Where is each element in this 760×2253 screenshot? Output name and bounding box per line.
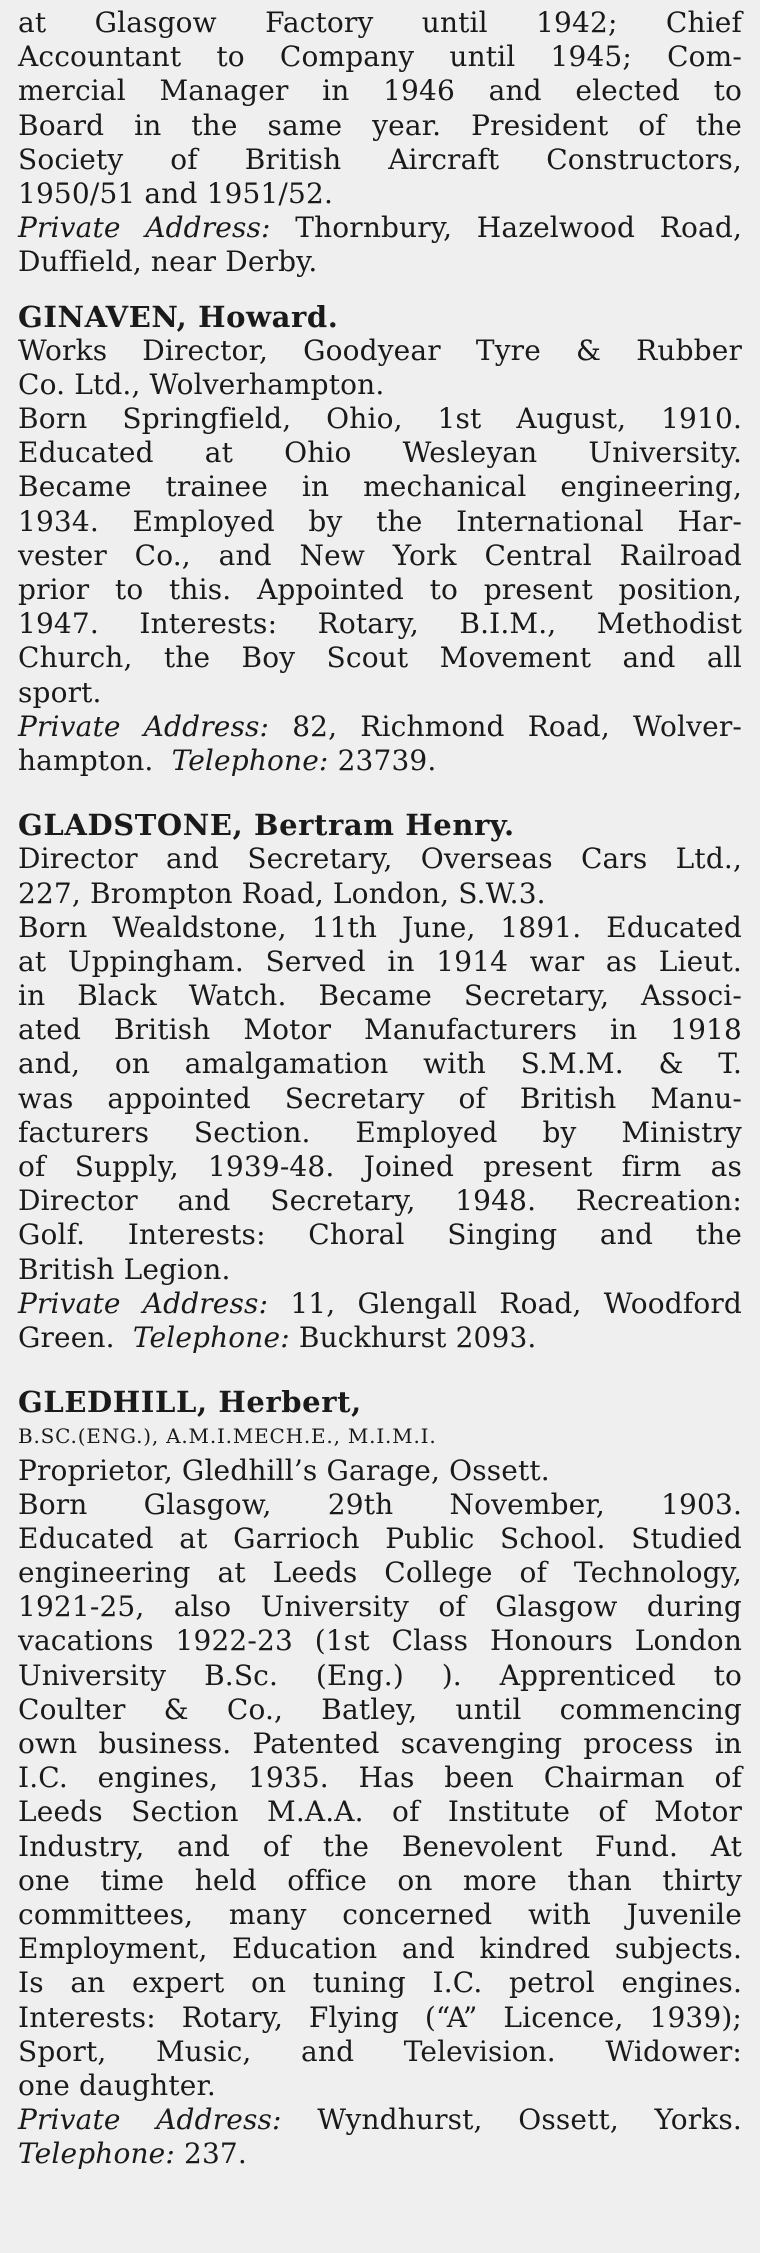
text-line: Coulter & Co., Batley, until commencing — [18, 1692, 742, 1726]
text-line: sport. — [18, 675, 102, 709]
text-line: in Black Watch. Became Secretary, Associ- — [18, 979, 742, 1013]
address-label: Private Address: — [18, 709, 270, 743]
text-line: committees, many concerned with Juvenile — [18, 1897, 742, 1931]
text-line: engineering at Leeds College of Technology, — [18, 1556, 742, 1590]
biography-entry — [18, 808, 742, 1355]
continued-entry-body — [18, 6, 742, 211]
address-text: 82, Richmond Road, Wolver- — [269, 709, 742, 743]
entry-name: GLEDHILL, Herbert, — [18, 1385, 362, 1420]
text-line: Is an expert on tuning I.C. petrol engines. — [18, 1966, 742, 2000]
text-line: 1950/51 and 1951/52. — [18, 176, 333, 210]
continued-entry — [18, 6, 742, 280]
text-line: Sport, Music, and Television. Widower: — [18, 2034, 742, 2068]
text-line: 227, Brompton Road, London, S.W.3. — [18, 876, 546, 910]
text-line: at Glasgow Factory until 1942; Chief — [18, 6, 742, 39]
address-telephone-line — [18, 1321, 742, 1355]
text-line: Interests: Rotary, Flying (“A” Licence, 1939); — [18, 2000, 742, 2034]
telephone-label: Telephone: — [132, 1320, 290, 1354]
text-line: Society of British Aircraft Constructors, — [18, 142, 742, 176]
text-line: 1921-25, also University of Glasgow during — [18, 1590, 742, 1624]
text-line: I.C. engines, 1935. Has been Chairman of — [18, 1761, 742, 1795]
text-line: vester Co., and New York Central Railroad — [18, 538, 742, 572]
address-line — [18, 2103, 742, 2137]
address-text: Wyndhurst, Ossett, Yorks. — [281, 2103, 742, 2137]
text-line: Church, the Boy Scout Movement and all — [18, 641, 742, 675]
address-text: Green. — [18, 1320, 115, 1354]
telephone-number: Buckhurst 2093. — [289, 1320, 537, 1354]
text-line: mercial Manager in 1946 and elected to — [18, 74, 742, 108]
text-line: prior to this. Appointed to present position, — [18, 573, 742, 606]
address-line — [18, 1287, 742, 1321]
telephone-label: Telephone: — [171, 743, 329, 777]
entry-name: GLADSTONE, Bertram Henry. — [18, 808, 515, 843]
text-line: British Legion. — [18, 1252, 231, 1286]
text-line: at Uppingham. Served in 1914 war as Lieut. — [18, 944, 742, 978]
address-text: hampton. — [18, 743, 154, 777]
text-line: one daughter. — [18, 2068, 216, 2102]
telephone-number: 237. — [174, 2137, 247, 2171]
text-line: Educated at Garrioch Public School. Studied — [18, 1521, 742, 1555]
text-line: and, on amalgamation with S.M.M. & T. — [18, 1047, 742, 1081]
text-line: Educated at Ohio Wesleyan University. — [18, 436, 742, 470]
text-line: Became trainee in mechanical engineering, — [18, 470, 742, 504]
text-line: 1947. Interests: Rotary, B.I.M., Methodist — [18, 607, 742, 641]
text-line: Co. Ltd., Wolverhampton. — [18, 367, 385, 401]
telephone-label: Telephone: — [18, 2137, 175, 2171]
text-line: 1934. Employed by the International Har- — [18, 504, 742, 538]
text-line: Accountant to Company until 1945; Com- — [18, 40, 742, 74]
address-line: Duffield, near Derby. — [18, 245, 318, 279]
telephone-line — [18, 2137, 742, 2171]
biography-entry — [18, 300, 742, 779]
text-line: facturers Section. Employed by Ministry — [18, 1115, 742, 1149]
entry-body — [18, 334, 742, 710]
text-line: Director and Secretary, Overseas Cars Ltd., — [18, 842, 742, 876]
text-line: Board in the same year. President of the — [18, 108, 742, 142]
text-line: ated British Motor Manufacturers in 1918 — [18, 1013, 742, 1047]
text-line: vacations 1922-23 (1st Class Honours London — [18, 1624, 742, 1658]
text-line: Works Director, Goodyear Tyre & Rubber — [18, 333, 742, 367]
text-line: University B.Sc. (Eng.) ). Apprenticed to — [18, 1658, 742, 1692]
telephone-number: 23739. — [328, 743, 437, 777]
text-line: Proprietor, Gledhill’s Garage, Ossett. — [18, 1453, 550, 1487]
text-line: was appointed Secretary of British Manu- — [18, 1081, 742, 1115]
address-label: Private Address: — [18, 2103, 282, 2137]
address-label: Private Address: — [18, 1286, 269, 1320]
text-line: of Supply, 1939-48. Joined present firm as — [18, 1150, 742, 1183]
address-text: 11, Glengall Road, Woodford — [268, 1286, 742, 1320]
text-line: Employment, Education and kindred subjects. — [18, 1932, 742, 1966]
entry-body — [18, 1454, 742, 2104]
text-line: Born Wealdstone, 11th June, 1891. Educated — [18, 910, 742, 944]
text-line: Golf. Interests: Choral Singing and the — [18, 1218, 742, 1252]
text-line: one time held office on more than thirty — [18, 1863, 742, 1897]
address-text: Thornbury, Hazelwood Road, — [270, 211, 742, 245]
text-line: Director and Secretary, 1948. Recreation: — [18, 1184, 742, 1218]
entry-name: GINAVEN, Howard. — [18, 299, 339, 334]
entry-qualifications: B.SC.(ENG.), A.M.I.MECH.E., M.I.M.I. — [18, 1424, 437, 1449]
text-line: Born Springfield, Ohio, 1st August, 1910. — [18, 402, 742, 436]
text-line: Industry, and of the Benevolent Fund. At — [18, 1829, 742, 1863]
text-line: own business. Patented scavenging process in — [18, 1727, 742, 1760]
address-label: Private Address: — [18, 211, 271, 245]
biography-entry — [18, 1385, 742, 2171]
text-line: Born Glasgow, 29th November, 1903. — [18, 1487, 742, 1521]
entry-body — [18, 842, 742, 1286]
text-line: Leeds Section M.A.A. of Institute of Motor — [18, 1795, 742, 1829]
address-line — [18, 710, 742, 744]
address-telephone-line — [18, 744, 742, 778]
address-line — [18, 211, 742, 245]
